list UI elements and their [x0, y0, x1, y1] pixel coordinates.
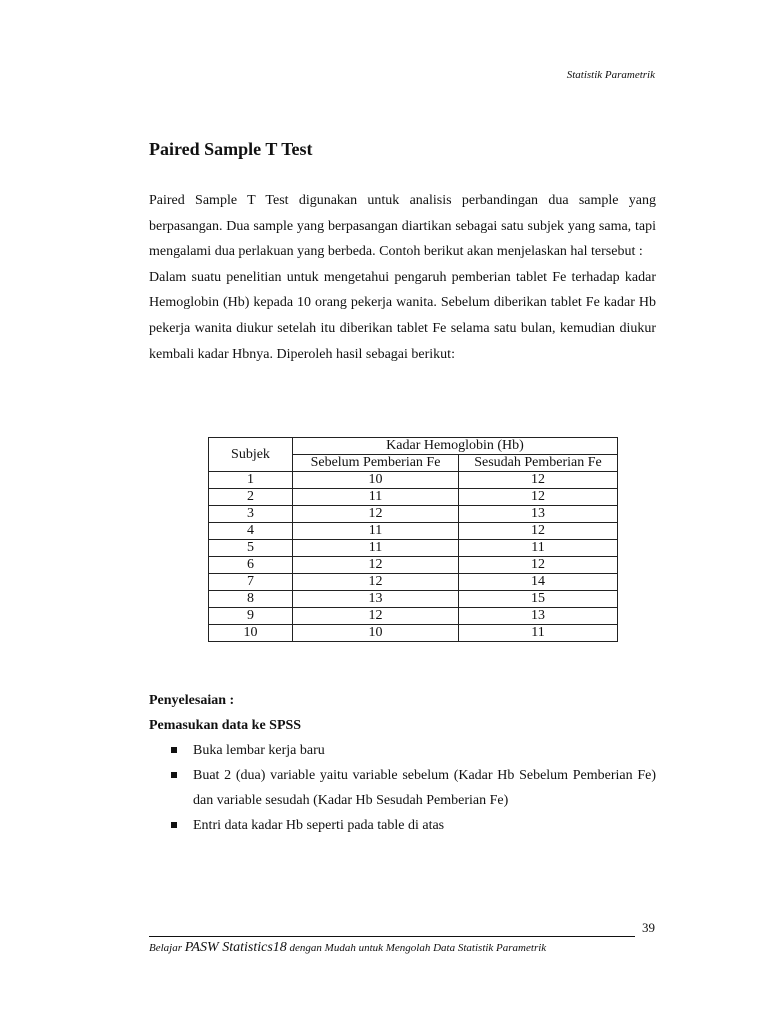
- after-value-cell: 13: [459, 608, 618, 625]
- running-head: Statistik Parametrik: [566, 69, 655, 81]
- subject-cell: 9: [209, 608, 293, 625]
- table-row: [209, 523, 618, 540]
- after-value-cell: 12: [459, 523, 618, 540]
- before-value-cell: 11: [293, 489, 459, 506]
- after-value-cell: 13: [459, 506, 618, 523]
- page-number: 39: [642, 920, 655, 935]
- footer-prefix: Belajar: [149, 942, 185, 954]
- subject-cell: 7: [209, 574, 293, 591]
- before-value-cell: 11: [293, 540, 459, 557]
- list-item: [149, 813, 656, 838]
- table-row: [209, 506, 618, 523]
- subject-cell: 1: [209, 472, 293, 489]
- page-title: Paired Sample T Test: [149, 139, 313, 159]
- list-item: [149, 763, 656, 813]
- list-item-text: Buka lembar kerja baru: [193, 743, 325, 758]
- table-row: [209, 625, 618, 642]
- before-value-cell: 10: [293, 472, 459, 489]
- after-value-cell: 15: [459, 591, 618, 608]
- after-value-cell: 12: [459, 557, 618, 574]
- table-row: [209, 540, 618, 557]
- table-row: [209, 489, 618, 506]
- spss-input-heading: Pemasukan data ke SPSS: [149, 718, 302, 733]
- after-value-cell: 11: [459, 540, 618, 557]
- body-text: [149, 188, 656, 367]
- subject-cell: 3: [209, 506, 293, 523]
- solution-section: [149, 688, 656, 838]
- solution-heading: Penyelesaian :: [149, 693, 235, 708]
- table-row: [209, 557, 618, 574]
- after-header: Sesudah Pemberian Fe: [459, 455, 618, 472]
- footer-emphasis: PASW Statistics18: [184, 940, 287, 955]
- table-row: [209, 472, 618, 489]
- list-item: [149, 738, 656, 763]
- after-value-cell: 12: [459, 472, 618, 489]
- subject-cell: 5: [209, 540, 293, 557]
- footer-suffix: dengan Mudah untuk Mengolah Data Statistik Parametrik: [286, 942, 547, 954]
- list-item-text: Entri data kadar Hb seperti pada table di atas: [193, 818, 445, 833]
- footer-divider: [149, 936, 635, 937]
- before-value-cell: 12: [293, 608, 459, 625]
- subject-header: Subjek: [209, 438, 293, 472]
- footer-text: [149, 940, 546, 956]
- before-value-cell: 12: [293, 557, 459, 574]
- square-bullet-icon: [171, 747, 177, 753]
- paragraph-case: Dalam suatu penelitian untuk mengetahui pengaruh pemberian tablet Fe terhadap kadar Hemoglobin (Hb) kepada 10 orang pekerja wanita. Sebelum diberikan tablet Fe kadar Hb pekerja wanita diukur setelah itu diberikan tablet Fe selama satu bulan, kemudian diukur kembali kadar Hbnya. Diperoleh hasil sebagai berikut:: [149, 269, 656, 362]
- square-bullet-icon: [171, 822, 177, 828]
- subject-cell: 10: [209, 625, 293, 642]
- table-row: [209, 608, 618, 625]
- subject-cell: 8: [209, 591, 293, 608]
- table-body: [209, 472, 618, 642]
- step-list: [149, 738, 656, 838]
- table-row: [209, 574, 618, 591]
- before-header: Sebelum Pemberian Fe: [293, 455, 459, 472]
- group-header: Kadar Hemoglobin (Hb): [293, 438, 618, 455]
- subject-cell: 2: [209, 489, 293, 506]
- after-value-cell: 12: [459, 489, 618, 506]
- before-value-cell: 12: [293, 574, 459, 591]
- table-row: [209, 591, 618, 608]
- subject-cell: 4: [209, 523, 293, 540]
- before-value-cell: 10: [293, 625, 459, 642]
- after-value-cell: 14: [459, 574, 618, 591]
- after-value-cell: 11: [459, 625, 618, 642]
- paragraph-intro: Paired Sample T Test digunakan untuk analisis perbandingan dua sample yang berpasangan. Dua sample yang berpasangan diartikan sebagai satu subjek yang sama, tapi mengalami dua perlakuan yang berbeda. Contoh berikut akan menjelaskan hal tersebut :: [149, 193, 656, 260]
- square-bullet-icon: [171, 772, 177, 778]
- before-value-cell: 11: [293, 523, 459, 540]
- subject-cell: 6: [209, 557, 293, 574]
- before-value-cell: 12: [293, 506, 459, 523]
- hemoglobin-table: [208, 437, 618, 642]
- list-item-text: Buat 2 (dua) variable yaitu variable sebelum (Kadar Hb Sebelum Pemberian Fe) dan variable sesudah (Kadar Hb Sesudah Pemberian Fe): [193, 768, 656, 808]
- before-value-cell: 13: [293, 591, 459, 608]
